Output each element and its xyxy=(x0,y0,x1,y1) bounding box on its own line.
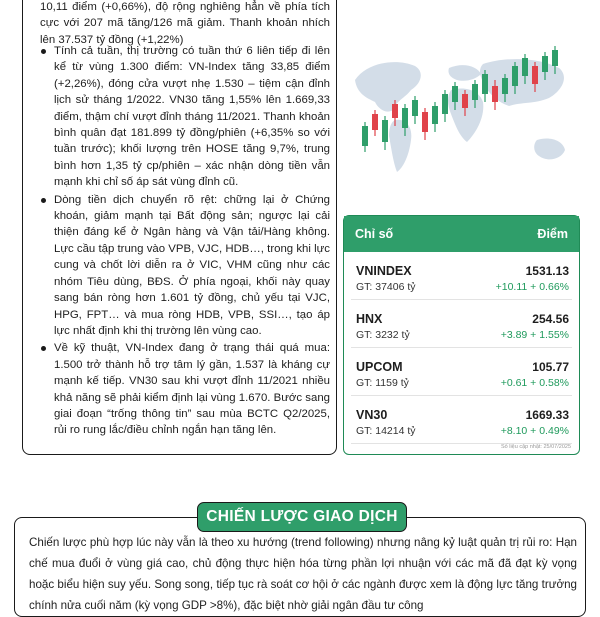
index-points: 254.56 xyxy=(532,312,569,326)
summary-bullet-weekly: Tính cả tuần, thị trường có tuần thứ 6 liên tiếp đi lên kể từ vùng 1.300 điểm: VN-Index tăng 33,85 điểm (+2,26%), đóng cửa vượt nhẹ 1.530 – tiệm cận đỉnh lịch sử tháng 1/2022. VN30 tăng 1,55% lên 1.669,33 điểm, thậm chí vượt đỉnh tháng 11/2021. Thanh khoản bình quân đạt 181.899 tỷ đồng/phiên (+6,35% so với tuần trước); khối lượng trên HOSE tăng 9,7%, trung bình hơn 1,35 tỷ cp/phiên – xác nhận dòng tiền vẫn mạnh khi chỉ số áp sát vùng đỉnh cũ. xyxy=(40,43,330,191)
world-map-candlestick-graphic xyxy=(345,40,585,200)
index-points: 105.77 xyxy=(532,360,569,374)
index-trading-value: GT: 1159 tỷ xyxy=(356,377,409,389)
header-index-name: Chỉ số xyxy=(355,227,394,241)
index-change: +3.89 + 1.55% xyxy=(500,329,569,341)
summary-bullet-money-flow: Dòng tiền dịch chuyển rõ rệt: chững lại ở Chứng khoán, giảm mạnh tại Bất động sản; ngược lại cải thiện đáng kể ở Ngân hàng và Vận tải/Hàng không. Lực cầu tập trung vào VPB, VJC, HDB…, trong khi lực cung và chốt lời diễn ra ở VIC, VHM cũng như các nhóm Tiêu dùng, BĐS. Ở phía ngoại, khối này quay sang bán ròng hơn 1.601 tỷ đồng, chủ yếu tại VJC, HPG, FPT… và mua ròng HDB, VPB, SSI…, tạo áp lực nhất định khi thị trường lên vùng cao. xyxy=(40,192,330,340)
index-points: 1531.13 xyxy=(525,264,569,278)
index-table-footnote: Số liệu cập nhật: 25/07/2025 xyxy=(500,444,571,450)
index-table-header xyxy=(344,216,579,252)
strategy-body: Chiến lược phù hợp lúc này vẫn là theo xu hướng (trend following) nhưng nâng kỷ luật quản trị rủi ro: Hạn chế mua đuổi ở vùng giá cao, chủ động thực hiện hóa từng phần lợi nhuận với các mã đã đạt kỳ vọng hoặc biểu hiện suy yếu. Song song, tiếp tục rà soát cơ hội ở các ngành được xem là động lực tăng trưởng chính nửa cuối năm (kỳ vọng GDP >8%), đặc biệt nhờ giải ngân đầu tư công xyxy=(29,536,577,612)
index-points: 1669.33 xyxy=(525,408,569,422)
index-table xyxy=(343,215,580,455)
header-index-value: Điểm xyxy=(537,227,568,241)
index-row-vn30 xyxy=(351,402,572,444)
summary-bullet-technical: Về kỹ thuật, VN-Index đang ở trạng thái quá mua: 1.500 trở thành hỗ trợ tâm lý gần, 1.537 là kháng cự mạnh kế tiếp. VN30 sau khi vượt đỉnh 11/2021 nhiều khả năng sẽ phải kiểm định lại vùng 1.670. Bước sang giai đoạn “trống thông tin” sau mùa BCTC Q2/2025, rủi ro rung lắc/điều chỉnh ngắn hạn tăng lên. xyxy=(40,340,330,438)
index-name: UPCOM xyxy=(356,360,403,374)
index-trading-value: GT: 3232 tỷ xyxy=(356,329,410,341)
index-change: +10.11 + 0.66% xyxy=(495,281,569,293)
strategy-box xyxy=(14,517,586,617)
strategy-section-title: CHIẾN LƯỢC GIAO DỊCH xyxy=(197,502,407,532)
index-row-vnindex xyxy=(351,258,572,300)
index-row-hnx xyxy=(351,306,572,348)
index-trading-value: GT: 14214 tỷ xyxy=(356,425,416,437)
index-change: +0.61 + 0.58% xyxy=(500,377,569,389)
index-name: VN30 xyxy=(356,408,388,422)
market-summary-card xyxy=(22,0,337,455)
summary-intro: 10,11 điểm (+0,66%), độ rộng nghiêng hẳn về phía tích cực với 207 mã tăng/126 mã giảm. Thanh khoản nhích lên 37.537 tỷ đồng (+1,22%) xyxy=(40,1,330,46)
index-name: VNINDEX xyxy=(356,264,412,278)
index-name: HNX xyxy=(356,312,383,326)
summary-bullet-list xyxy=(40,43,330,440)
index-change: +8.10 + 0.49% xyxy=(500,425,569,437)
index-trading-value: GT: 37406 tỷ xyxy=(356,281,416,293)
index-row-upcom xyxy=(351,354,572,396)
